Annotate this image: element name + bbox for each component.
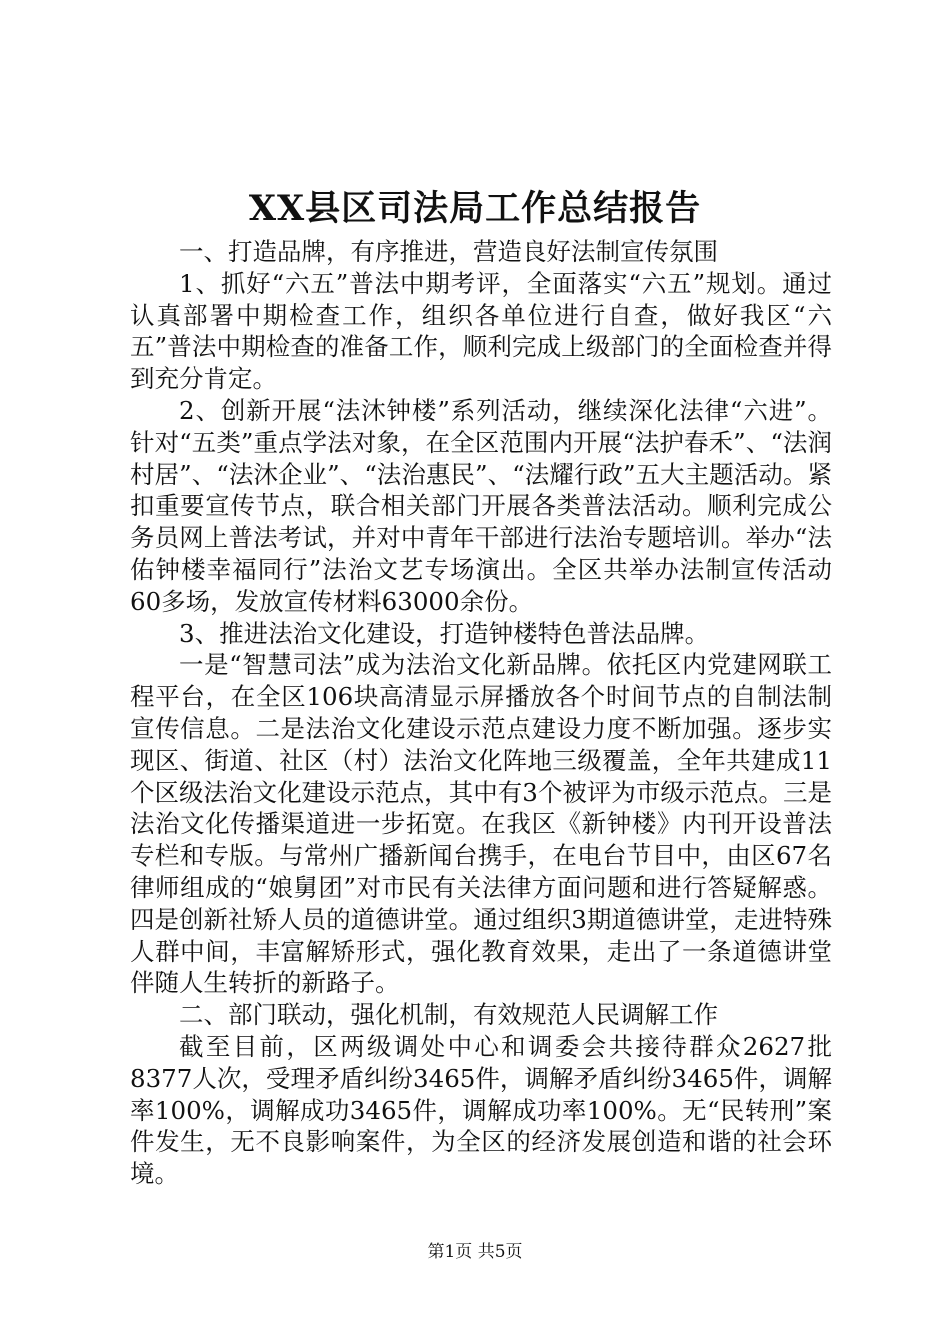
section-heading-2: 二、部门联动，强化机制，有效规范人民调解工作 [179, 1000, 718, 1030]
paragraph-1: 1、抓好“六五”普法中期考评，全面落实“六五”规划。通过认真部署中期检查工作，组织各单位进行自查，做好我区“六五”普法中期检查的准备工作，顺利完成上级部门的全面检查并得到充分肯定。 [130, 268, 832, 394]
paragraph-2: 2、创新开展“法沐钟楼”系列活动，继续深化法律“六进”。针对“五类”重点学法对象，在全区范围内开展“法护春禾”、“法润村居”、“法沐企业”、“法治惠民”、“法耀行政”五大主题活动。紧扣重要宣传节点，联合相关部门开展各类普法活动。顺利完成公务员网上普法考试，并对中青年干部进行法治专题培训。举办“法佑钟楼幸福同行”法治文艺专场演出。全区共举办法制宣传活动60多场，发放宣传材料63000余份。 [130, 395, 832, 616]
document-body [130, 236, 832, 1190]
section-heading-1: 一、打造品牌，有序推进，营造良好法制宣传氛围 [179, 237, 718, 266]
paragraph-4: 一是“智慧司法”成为法治文化新品牌。依托区内党建网联工程平台，在全区106块高清显示屏播放各个时间节点的自制法制宣传信息。二是法治文化建设示范点建设力度不断加强。逐步实现区、街道、社区（村）法治文化阵地三级覆盖，全年共建成11个区级法治文化建设示范点，其中有3个被评为市级示范点。三是法治文化传播渠道进一步拓宽。在我区《新钟楼》内刊开设普法专栏和专版。与常州广播新闻台携手，在电台节目中，由区67名律师组成的“娘舅团”对市民有关法律方面问题和进行答疑解惑。四是创新社矫人员的道德讲堂。通过组织3期道德讲堂，走进特殊人群中间，丰富解矫形式，强化教育效果，走出了一条道德讲堂伴随人生转折的新路子。 [130, 650, 832, 998]
paragraph-5: 截至目前，区两级调处中心和调委会共接待群众2627批8377人次，受理矛盾纠纷3465件，调解矛盾纠纷3465件，调解率100%，调解成功3465件，调解成功率100%。无“民转刑”案件发生，无不良影响案件，为全区的经济发展创造和谐的社会环境。 [130, 1031, 832, 1189]
paragraph-3: 3、推进法治文化建设，打造钟楼特色普法品牌。 [179, 618, 710, 648]
page-footer: 第1页 共5页 [427, 1242, 523, 1262]
document-title: XX县区司法局工作总结报告 [248, 188, 702, 229]
